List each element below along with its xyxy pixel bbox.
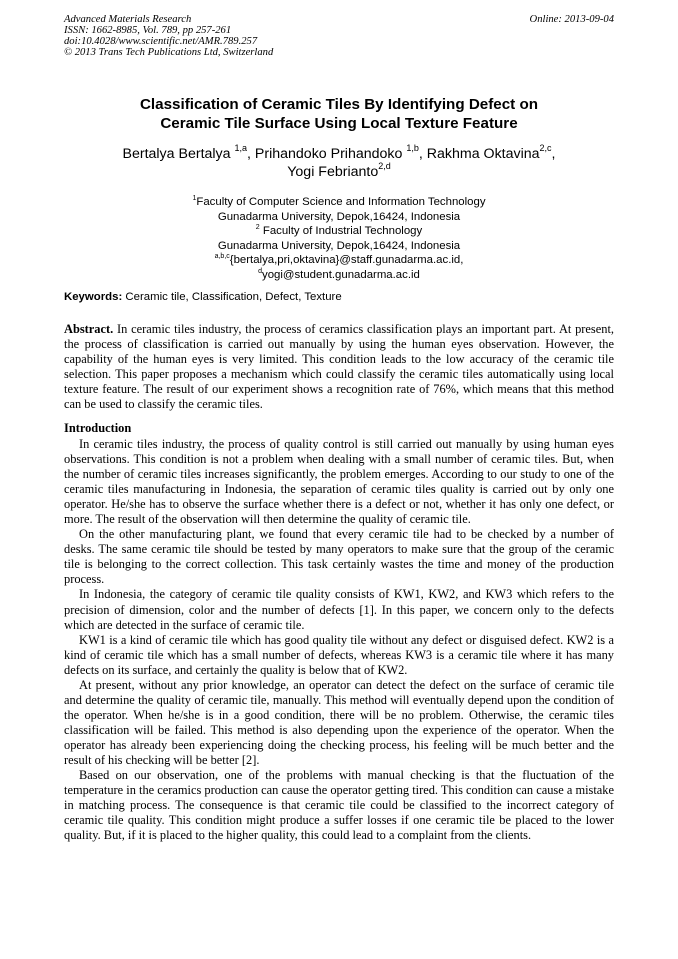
email-line-2	[0, 268, 678, 283]
section-heading-introduction: Introduction	[64, 421, 132, 435]
keywords-text: Ceramic tile, Classification, Defect, Texture	[122, 291, 342, 303]
author-affiliation-mark: 2,d	[378, 161, 391, 171]
affiliations	[0, 195, 678, 283]
title-line-1: Classification of Ceramic Tiles By Identifying Defect on	[139, 96, 539, 113]
author-affiliation-mark: 2,c	[539, 143, 552, 153]
email-mark: d	[258, 267, 263, 275]
affiliation-name: Faculty of Industrial Technology	[262, 225, 423, 238]
paragraph: At present, without any prior knowledge, an operator can detect the defect on the surface of ceramic tile and determine the quality of ceramic tile, manually. This method will eventually depend upon the condition of the operator. When he/she is in a good condition, there will be no problem. Otherwise, the ceramic tiles classification will be failed. This method is also depending upon the experience of the operator. When the operator has already been experiencing doing the checking process, his feeling will be much better and the result of his checking will be better [2].	[64, 677, 614, 767]
publication-header	[64, 14, 273, 58]
author-affiliation-mark: 1,a	[234, 143, 248, 153]
author-name: Prihandoko Prihandoko	[254, 146, 403, 162]
paper-title	[0, 95, 678, 133]
email-address[interactable]: {bertalya,pri,oktavina}@staff.gunadarma.ac.id,	[229, 254, 464, 267]
email-address[interactable]: yogi@student.gunadarma.ac.id	[262, 268, 420, 281]
paragraph: On the other manufacturing plant, we found that every ceramic tile had to be checked by a number of desks. The same ceramic tile should be tested by many operators to make sure that the group of the ceramic tile is belonging to the correct collection. This task certainly wastes the time and money of the production process.	[64, 527, 614, 587]
author-name: Yogi Febrianto	[287, 164, 379, 180]
author-list	[0, 145, 678, 181]
doi-line: doi:10.4028/www.scientific.net/AMR.789.257	[64, 36, 258, 47]
affiliation-2	[0, 224, 678, 239]
introduction-body	[64, 437, 614, 843]
title-line-2: Ceramic Tile Surface Using Local Texture Feature	[160, 115, 518, 132]
affiliation-mark: 1	[192, 195, 197, 202]
email-line-1	[0, 253, 678, 268]
abstract-text: In ceramic tiles industry, the process of ceramics classification plays an important part. At present, the process of classification is carried out manually by using the human eyes observation. However, the capability of the human eyes is very limited. This condition leads to the low accuracy of the ceramic tile selection. This paper proposes a mechanism which could classify the ceramic tiles automatically using local texture feature. The result of our experiment shows a recognition rate of 76%, which means that this method can be used to classify the ceramic tiles.	[64, 322, 614, 412]
issn-line: ISSN: 1662-8985, Vol. 789, pp 257-261	[64, 25, 232, 36]
affiliation-name: Faculty of Computer Science and Information Technology	[196, 196, 486, 208]
abstract	[64, 322, 614, 412]
keywords	[64, 290, 342, 304]
paragraph: In ceramic tiles industry, the process of quality control is still carried out manually by using human eyes observations. This condition is not a problem when dealing with a small number of ceramic tiles. But, when the number of ceramic tiles increases significantly, the problem emerges. According to our study to one of the ceramic tiles manufacturing in Indonesia, the separation of ceramic tiles quality is carried out by only one operator. He/she has to observe the surface whether there is a defect or not, whether it has only one defect, or more. The result of the observation will then determine the quality of ceramic tile.	[64, 437, 614, 527]
keywords-label: Keywords:	[64, 291, 123, 303]
online-date: Online: 2013-09-04	[529, 14, 614, 25]
email-mark: a,b,c	[214, 253, 230, 261]
affiliation-2-address: Gunadarma University, Depok,16424, Indonesia	[217, 239, 461, 252]
journal-name: Advanced Materials Research	[64, 14, 192, 25]
affiliation-1	[0, 195, 678, 210]
author-name: Bertalya Bertalya	[122, 146, 231, 162]
author-separator: ,	[247, 146, 255, 162]
author-separator: ,	[551, 146, 556, 162]
author-affiliation-mark: 1,b	[406, 143, 419, 153]
author-name: Rakhma Oktavina	[426, 146, 540, 162]
author-separator: ,	[418, 146, 427, 162]
paragraph: KW1 is a kind of ceramic tile which has good quality tile without any defect or disguised defect. KW2 is a kind of ceramic tile which has a small number of defects, whereas KW3 is a ceramic tile where it has many defects on its surface, and certainly the quality is below that of KW2.	[64, 632, 614, 677]
paragraph: Based on our observation, one of the problems with manual checking is that the fluctuation of the temperature in the ceramics production can cause the operator getting tired. This condition can cause a mistake in matching process. The consequence is that ceramic tile could be classified to the incorrect category of ceramic tile quality. This condition might produce a suffer losses if one ceramic tile be placed to the lower quality. But, if it is placed to the higher quality, this could lead to a complaint from the clients.	[64, 768, 614, 843]
affiliation-mark: 2	[255, 224, 260, 232]
affiliation-1-address: Gunadarma University, Depok,16424, Indonesia	[217, 210, 461, 223]
paragraph: In Indonesia, the category of ceramic tile quality consists of KW1, KW2, and KW3 which refers to the precision of dimension, color and the number of defects [1]. In this paper, we concern only to the defects which are detected in the surface of ceramic tile.	[64, 587, 614, 632]
abstract-label: Abstract.	[64, 322, 114, 336]
copyright-line: © 2013 Trans Tech Publications Ltd, Switzerland	[64, 47, 274, 58]
